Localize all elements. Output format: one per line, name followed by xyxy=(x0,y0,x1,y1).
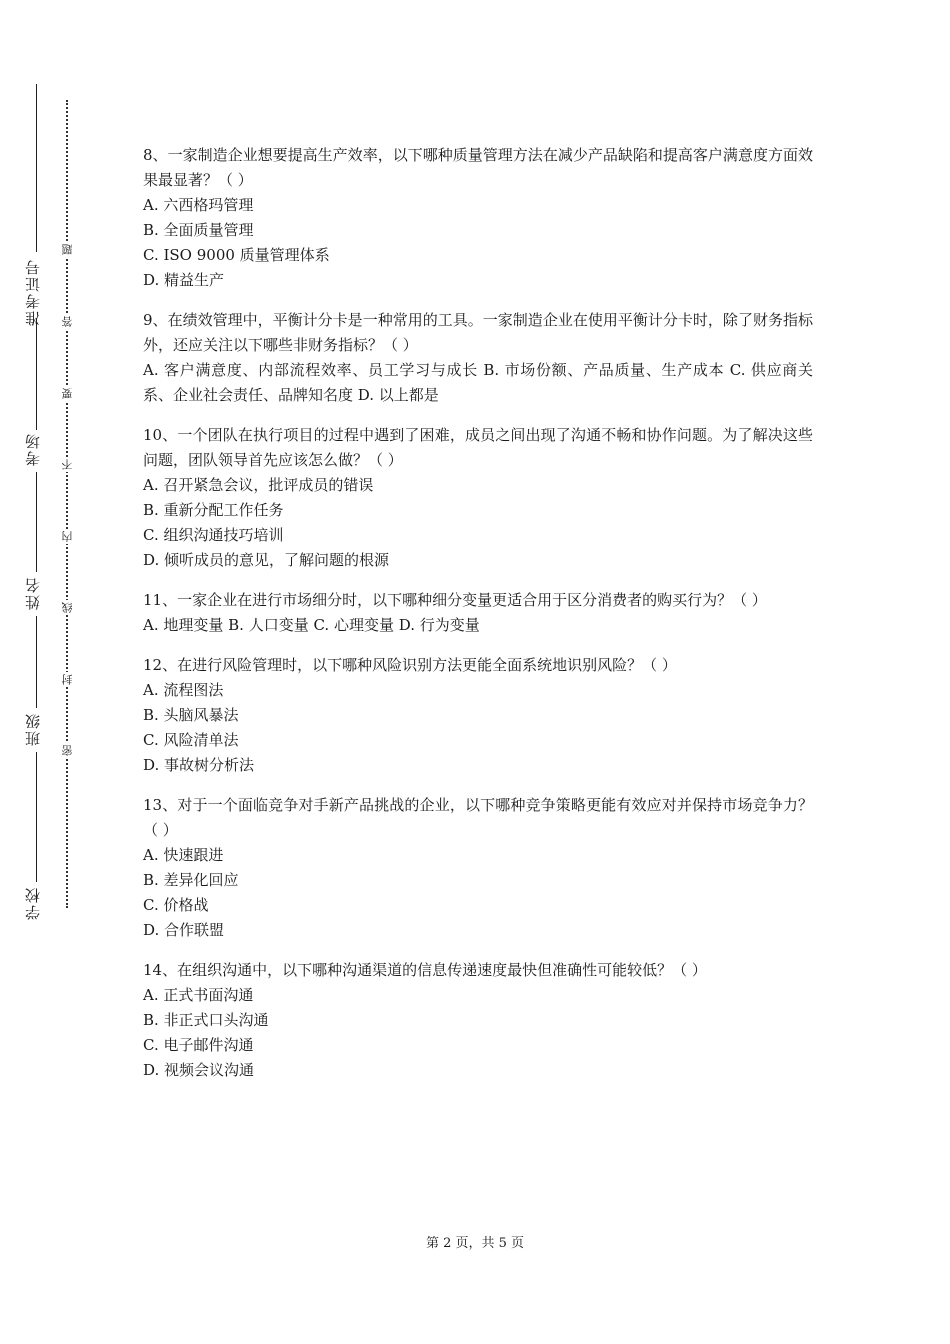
options-inline: A. 客户满意度、内部流程效率、员工学习与成长 B. 市场份额、产品质量、生产成本 C. 供应商关系、企业社会责任、品牌知名度 D. 以上都是 xyxy=(143,361,813,404)
option-a: A. 流程图法 xyxy=(143,681,224,699)
exam-room-line xyxy=(36,318,37,430)
question-13 xyxy=(143,793,813,943)
option-c: C. 电子邮件沟通 xyxy=(143,1036,254,1054)
exam-room-label: 考场 xyxy=(24,432,42,466)
question-stem: 11、一家企业在进行市场细分时，以下哪种细分变量更适合用于区分消费者的购买行为？（ ） xyxy=(143,591,767,609)
option-c: C. 组织沟通技巧培训 xyxy=(143,526,284,544)
seal-char: 封 xyxy=(61,674,74,685)
option-d: D. 合作联盟 xyxy=(143,921,225,939)
class-line xyxy=(36,616,37,708)
seal-dotted-line xyxy=(66,100,68,908)
seal-char: 题 xyxy=(61,244,74,255)
option-b: B. 重新分配工作任务 xyxy=(143,501,284,519)
option-a: A. 快速跟进 xyxy=(143,846,224,864)
seal-char: 答 xyxy=(61,316,74,327)
school-line xyxy=(36,752,37,882)
option-d: D. 事故树分析法 xyxy=(143,756,255,774)
page-number: 第 2 页，共 5 页 xyxy=(425,1236,525,1251)
question-14 xyxy=(143,958,813,1083)
question-stem: 14、在组织沟通中，以下哪种沟通渠道的信息传递速度最快但准确性可能较低？（ ） xyxy=(143,961,707,979)
option-b: B. 全面质量管理 xyxy=(143,221,254,239)
seal-char: 密 xyxy=(61,745,74,756)
question-10 xyxy=(143,423,813,573)
name-line xyxy=(36,472,37,572)
seal-char: 不 xyxy=(61,459,74,470)
seal-char: 要 xyxy=(61,388,74,399)
option-d: D. 视频会议沟通 xyxy=(143,1061,255,1079)
seal-char: 线 xyxy=(61,602,74,613)
seal-char: 内 xyxy=(61,531,74,542)
question-stem: 12、在进行风险管理时，以下哪种风险识别方法更能全面系统地识别风险？（ ） xyxy=(143,656,677,674)
admission-number-label: 准考证号 xyxy=(24,258,42,326)
school-label: 学校 xyxy=(24,886,42,920)
option-a: A. 召开紧急会议，批评成员的错误 xyxy=(143,476,374,494)
option-c: C. 价格战 xyxy=(143,896,209,914)
question-stem: 10、一个团队在执行项目的过程中遇到了困难，成员之间出现了沟通不畅和协作问题。为了解决这些问题，团队领导首先应该怎么做？（ ） xyxy=(143,426,813,469)
option-c: C. ISO 9000 质量管理体系 xyxy=(143,246,330,264)
question-stem: 13、对于一个面临竞争对手新产品挑战的企业，以下哪种竞争策略更能有效应对并保持市场竞争力？（ ） xyxy=(143,796,813,839)
option-b: B. 差异化回应 xyxy=(143,871,239,889)
option-a: A. 六西格玛管理 xyxy=(143,196,254,214)
option-c: C. 风险清单法 xyxy=(143,731,239,749)
class-label: 班级 xyxy=(24,712,42,746)
question-8 xyxy=(143,143,813,293)
option-d: D. 倾听成员的意见，了解问题的根源 xyxy=(143,551,390,569)
binding-margin xyxy=(0,0,120,1344)
question-stem: 9、在绩效管理中，平衡计分卡是一种常用的工具。一家制造企业在使用平衡计分卡时，除了财务指标外，还应关注以下哪些非财务指标？（ ） xyxy=(143,311,813,354)
question-12 xyxy=(143,653,813,778)
option-d: D. 精益生产 xyxy=(143,271,225,289)
question-11 xyxy=(143,588,813,638)
options-inline: A. 地理变量 B. 人口变量 C. 心理变量 D. 行为变量 xyxy=(143,616,480,634)
name-label: 姓名 xyxy=(24,576,42,610)
option-b: B. 非正式口头沟通 xyxy=(143,1011,269,1029)
question-stem: 8、一家制造企业想要提高生产效率，以下哪种质量管理方法在减少产品缺陷和提高客户满意度方面效果最显著？（ ） xyxy=(143,146,813,189)
option-b: B. 头脑风暴法 xyxy=(143,706,239,724)
option-a: A. 正式书面沟通 xyxy=(143,986,254,1004)
admission-number-line xyxy=(36,84,37,252)
question-list xyxy=(143,143,813,1098)
question-9 xyxy=(143,308,813,408)
